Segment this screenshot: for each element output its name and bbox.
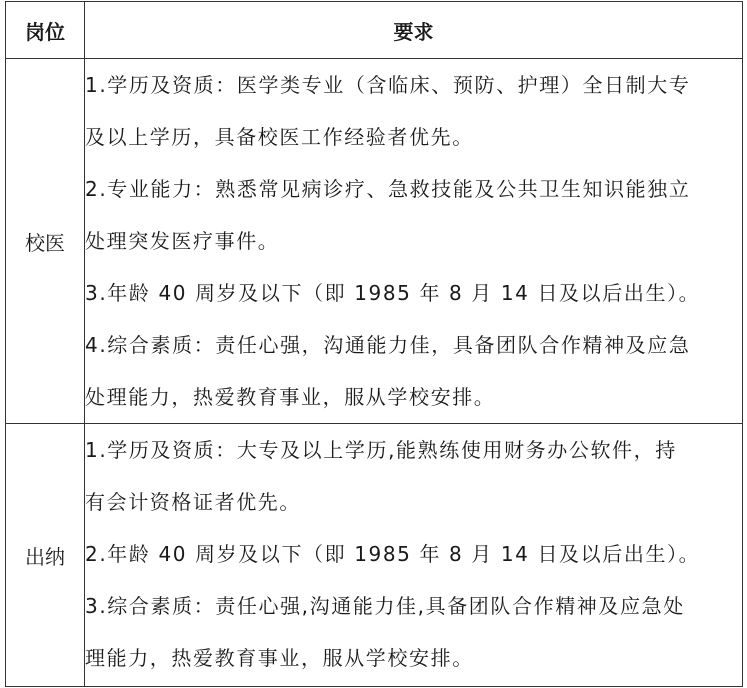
requirement-line: 有会计资格证者优先。 [85, 490, 301, 514]
position-name: 出纳 [6, 424, 85, 687]
requirement-line: 理能力，热爱教育事业，服从学校安排。 [85, 646, 474, 670]
requirement-line: 处理突发医疗事件。 [85, 229, 280, 253]
requirement-line: 1.学历及资质：大专及以上学历,能熟练使用财务办公软件，持 [85, 438, 677, 462]
requirement-line: 1.学历及资质：医学类专业（含临床、预防、护理）全日制大专 [85, 73, 691, 97]
requirement-line: 4.综合素质：责任心强，沟通能力佳，具备团队合作精神及应急 [85, 333, 691, 357]
requirement-line: 3.综合素质：责任心强,沟通能力佳,具备团队合作精神及应急处 [85, 594, 685, 618]
table-row [6, 424, 743, 687]
table-row [6, 59, 743, 424]
position-name: 校医 [6, 59, 85, 424]
requirement-line: 2.专业能力：熟悉常见病诊疗、急救技能及公共卫生知识能独立 [85, 177, 691, 201]
table-header-row [6, 2, 743, 59]
requirements-cell [85, 59, 743, 424]
header-requirements: 要求 [85, 2, 743, 59]
requirement-line: 及以上学历，具备校医工作经验者优先。 [85, 125, 474, 149]
header-position: 岗位 [6, 2, 85, 59]
requirement-line: 2.年龄 40 周岁及以下（即 1985 年 8 月 14 日及以后出生）。 [85, 542, 701, 566]
requirements-table [5, 1, 743, 687]
requirement-line: 3.年龄 40 周岁及以下（即 1985 年 8 月 14 日及以后出生）。 [85, 281, 701, 305]
requirements-cell [85, 424, 743, 687]
requirement-line: 处理能力，热爱教育事业，服从学校安排。 [85, 385, 496, 409]
